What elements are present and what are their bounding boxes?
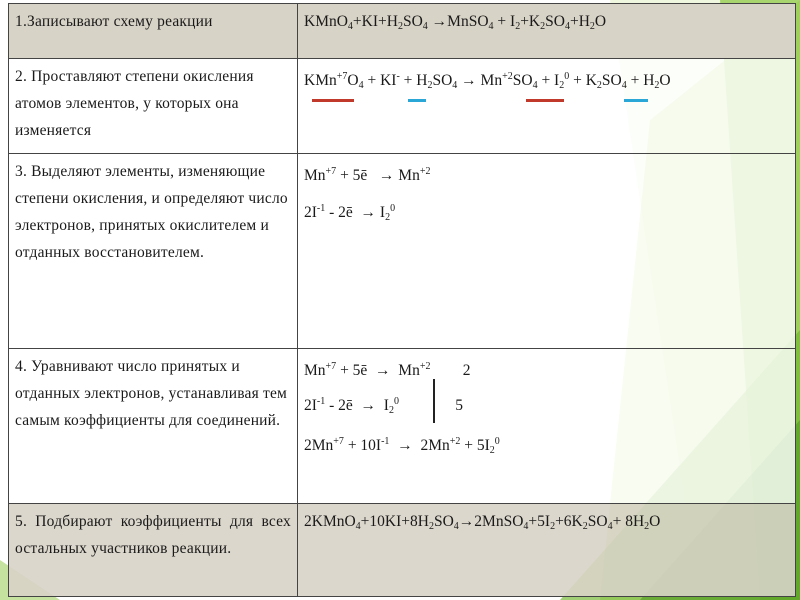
step-4-equations: $Mn^{+7}$ + 5ē → $Mn^{+2}$ 2 $2I^{-1}$ - 2ē → $I_2^0$ 5 $2Mn^{+7} + 10I^{-1} \to 2Mn^{+2} + 5I_2^0$: [298, 349, 796, 504]
table-row: [9, 349, 796, 504]
table-row: [9, 153, 796, 349]
oxidation-change-markers: [304, 99, 789, 113]
table-row: [9, 504, 796, 597]
coefficient-mn: 2: [462, 362, 471, 380]
reducer-marker: [408, 99, 426, 102]
reducer-product-marker: [624, 99, 648, 102]
oxidizer-marker: [312, 99, 354, 102]
table-row: [9, 4, 796, 59]
step-3-text: 3. Выделяют элементы, изменяющие степени окисления, и определяют число электронов, принятых окислителем и отданных восстановителем.: [9, 153, 298, 349]
oxidizer-product-marker: [526, 99, 564, 102]
step-1-text: 1.Записывают схему реакции: [9, 4, 298, 59]
step-3-equations: $Mn^{+7}$ + 5ē → $Mn^{+2}$ $2I^{-1}$ - 2ē → $I_2^0$: [298, 153, 796, 349]
step-4-text: 4. Уравнивают число принятых и отданных электронов, устанавливая тем самым коэффициенты для соединений.: [9, 349, 298, 504]
reaction-balancing-table: [8, 3, 796, 597]
step-5-equation: $2KMnO_4+10KI+8H_2SO_4\to 2MnSO_4+5I_2+6K_2SO_4+ 8H_2O$: [298, 504, 796, 597]
step-1-equation: $KMnO_4+KI+H_2SO_4$ →MnSO$_4$ + $I_2+K_2SO_4+H_2O$: [298, 4, 796, 59]
coefficient-i: 5: [455, 397, 463, 415]
step-2-text: 2. Проставляют степени окисления атомов элементов, у которых она изменяется: [9, 58, 298, 153]
step-2-equation: $KMn^{+7}O_4 + KI^- + H_2SO_4 \to Mn^{+2}SO_4 + I_2^0 + K_2SO_4 + H_2O$: [298, 58, 796, 153]
step-5-text: 5. Подбирают коэффициенты для всех остальных участников реакции.: [9, 504, 298, 597]
balance-bracket: [433, 379, 435, 423]
table-row: [9, 58, 796, 153]
